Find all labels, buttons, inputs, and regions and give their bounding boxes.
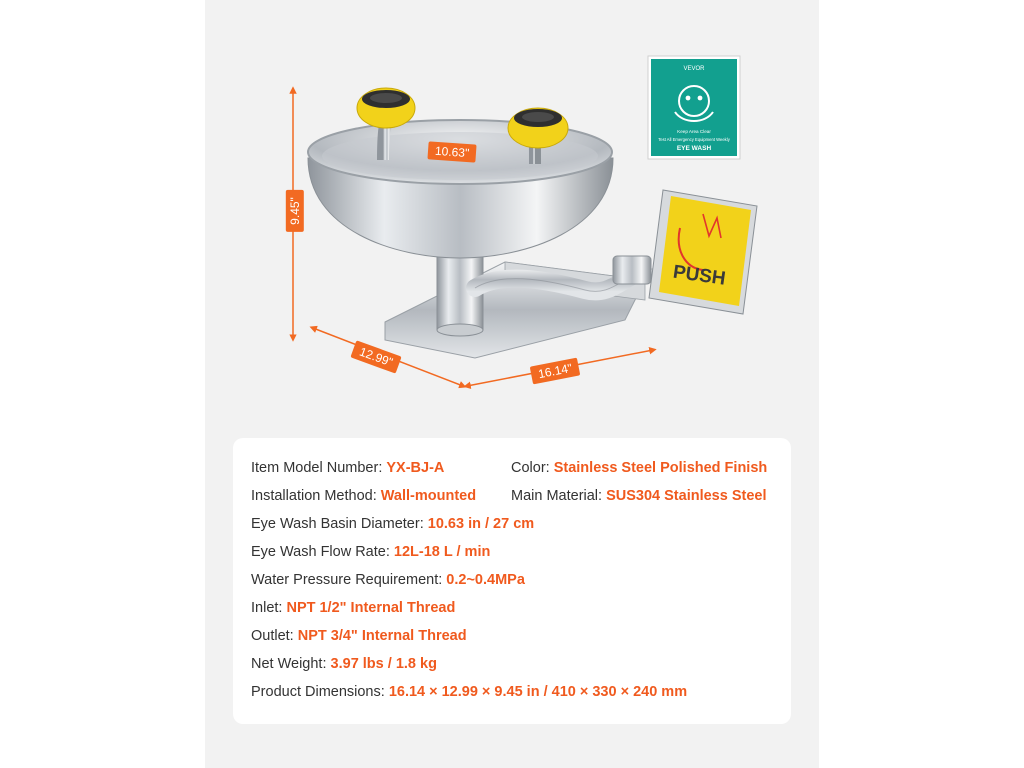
width-label: 16.14" [530,358,581,385]
left-nozzle [357,88,415,128]
spec-net-weight: Net Weight: 3.97 lbs / 1.8 kg [251,656,437,672]
spec-model: Item Model Number: YX-BJ-A [251,460,445,476]
sign-brand: VEVOR [683,66,705,72]
push-label: PUSH [671,261,727,290]
push-plate[interactable] [649,190,757,314]
depth-label: 12.99" [350,340,402,373]
diameter-label: 10.63" [427,141,476,162]
eye-wash-sign [648,56,740,159]
sign-line1: Keep Area Clear [677,129,711,134]
spec-outlet: Outlet: NPT 3/4" Internal Thread [251,628,467,644]
spec-installation: Installation Method: Wall-mounted [251,488,477,504]
spec-water-pressure: Water Pressure Requirement: 0.2~0.4MPa [251,572,525,588]
sign-title: EYE WASH [676,145,712,152]
spec-color: Color: Stainless Steel Polished Finish [511,460,768,476]
right-nozzle [508,108,568,148]
spec-material: Main Material: SUS304 Stainless Steel [511,488,767,504]
height-label: 9.45" [286,190,304,232]
spec-inlet: Inlet: NPT 1/2" Internal Thread [251,600,456,616]
spec-flow-rate: Eye Wash Flow Rate: 12L-18 L / min [251,544,491,560]
spec-basin-diameter: Eye Wash Basin Diameter: 10.63 in / 27 cm [251,516,535,532]
product-panel [205,0,819,768]
specifications-card [233,438,791,724]
spec-product-dimensions: Product Dimensions: 16.14 × 12.99 × 9.45 in / 410 × 330 × 240 mm [251,684,688,700]
sign-line2: Test All Emergency Equipment Weekly [658,137,730,142]
